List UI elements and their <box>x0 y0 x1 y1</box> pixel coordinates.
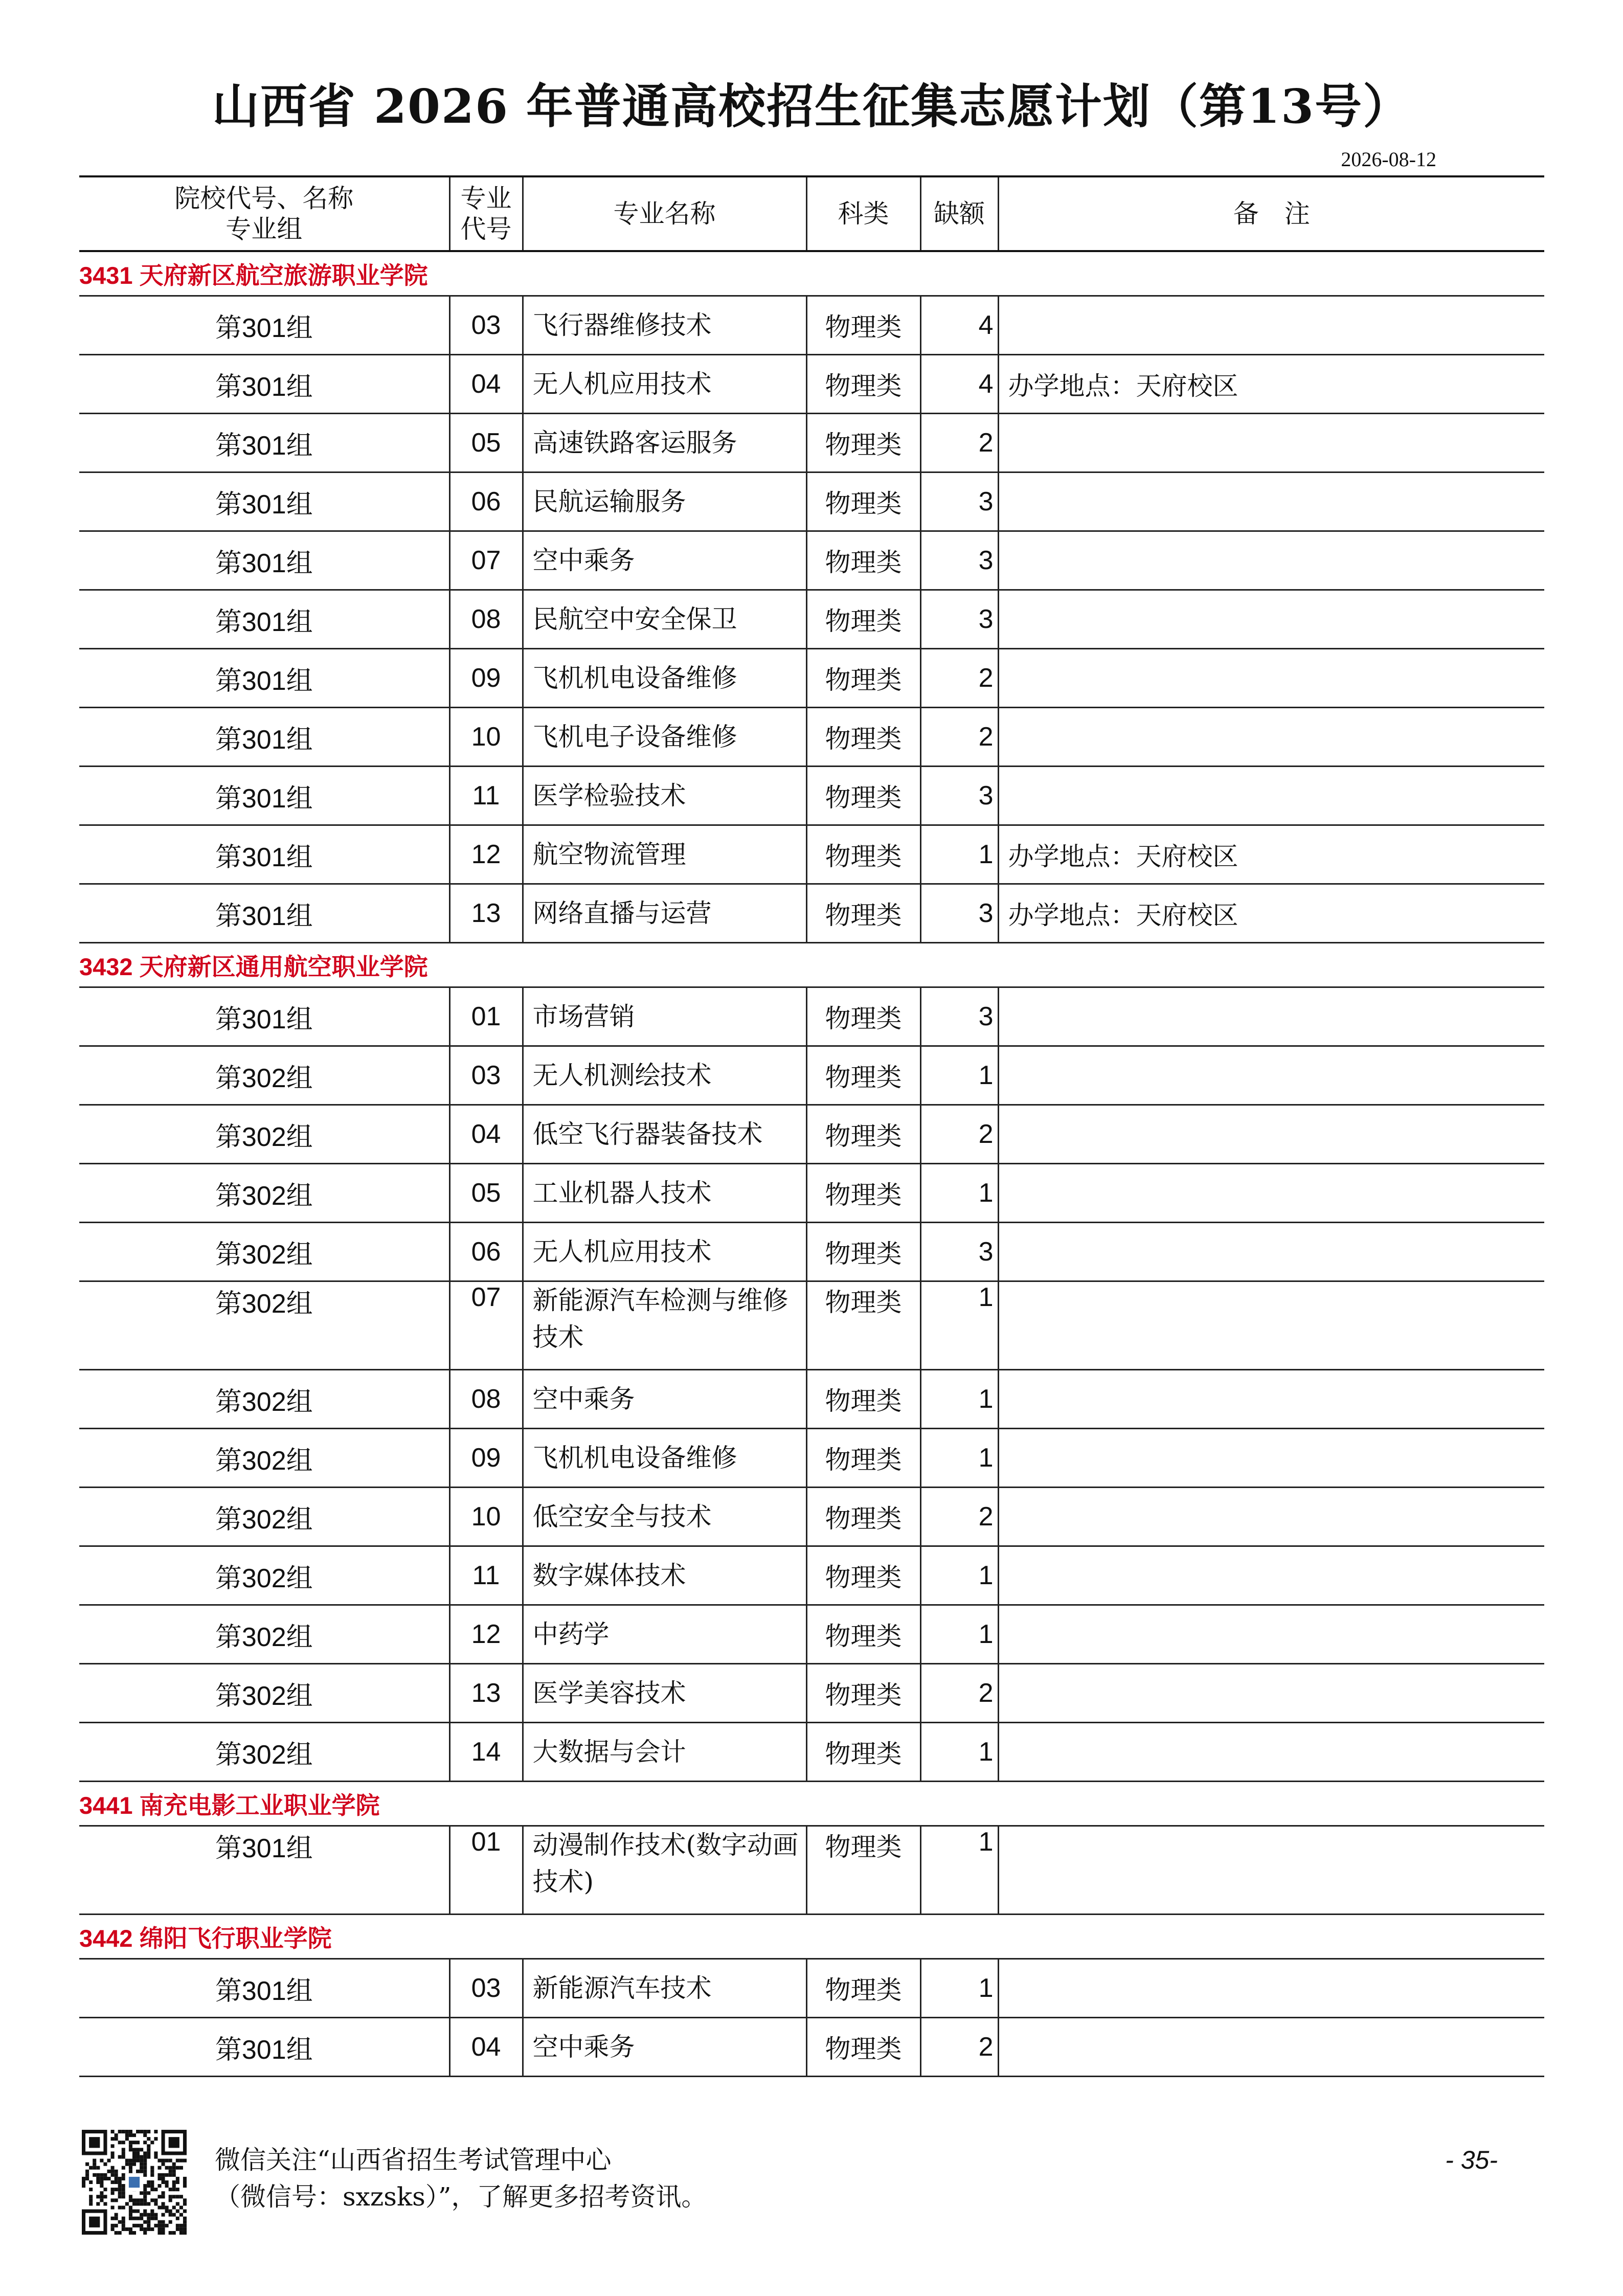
note-cell <box>998 1959 1544 2018</box>
major-name-cell: 空中乘务 <box>523 1370 806 1429</box>
header-note: 备 注 <box>998 176 1544 251</box>
group-cell: 第302组 <box>79 1046 449 1105</box>
table-row <box>79 767 1544 825</box>
major-code-cell: 04 <box>449 2018 523 2077</box>
category-cell: 物理类 <box>806 1546 920 1605</box>
footer-line1: 微信关注“山西省招生考试管理中心 <box>215 2145 612 2175</box>
major-code-cell: 09 <box>449 649 523 708</box>
major-code-cell: 10 <box>449 1488 523 1546</box>
category-cell: 物理类 <box>806 296 920 355</box>
major-code-cell: 11 <box>449 1546 523 1605</box>
note-cell <box>998 987 1544 1046</box>
table-row <box>79 1105 1544 1164</box>
group-cell: 第301组 <box>79 472 449 531</box>
table-row <box>79 1164 1544 1223</box>
major-code-cell: 04 <box>449 355 523 414</box>
major-code-cell: 01 <box>449 1826 523 1915</box>
header-group <box>79 176 449 251</box>
major-name-cell: 飞行器维修技术 <box>523 296 806 355</box>
note-cell <box>998 1281 1544 1370</box>
category-cell: 物理类 <box>806 2018 920 2077</box>
header-code <box>449 176 523 251</box>
major-name-cell: 无人机测绘技术 <box>523 1046 806 1105</box>
category-cell: 物理类 <box>806 1605 920 1664</box>
category-cell: 物理类 <box>806 1664 920 1723</box>
category-cell: 物理类 <box>806 1370 920 1429</box>
major-name-cell: 飞机电子设备维修 <box>523 708 806 767</box>
header-group-line1: 院校代号、名称 <box>174 184 354 213</box>
group-cell: 第302组 <box>79 1664 449 1723</box>
note-cell <box>998 1826 1544 1915</box>
table-row <box>79 1046 1544 1105</box>
category-cell: 物理类 <box>806 1164 920 1223</box>
major-name-cell: 低空安全与技术 <box>523 1488 806 1546</box>
header-group-line2: 专业组 <box>226 214 303 244</box>
major-name-cell: 低空飞行器装备技术 <box>523 1105 806 1164</box>
note-cell <box>998 1223 1544 1281</box>
major-code-cell: 10 <box>449 708 523 767</box>
school-row <box>79 943 1544 987</box>
group-cell: 第301组 <box>79 296 449 355</box>
major-code-cell: 03 <box>449 1046 523 1105</box>
vacancy-cell: 4 <box>920 355 998 414</box>
footer-note <box>215 2142 707 2215</box>
major-code-cell: 12 <box>449 1605 523 1664</box>
table-body <box>79 251 1544 2077</box>
table-row <box>79 296 1544 355</box>
major-code-cell: 13 <box>449 884 523 943</box>
group-cell: 第301组 <box>79 987 449 1046</box>
category-cell: 物理类 <box>806 1223 920 1281</box>
category-cell: 物理类 <box>806 825 920 884</box>
table-row <box>79 2018 1544 2077</box>
note-cell <box>998 531 1544 590</box>
major-name-cell: 大数据与会计 <box>523 1723 806 1782</box>
major-name-cell: 民航空中安全保卫 <box>523 590 806 649</box>
table-row <box>79 1223 1544 1281</box>
group-cell: 第301组 <box>79 355 449 414</box>
major-code-cell: 11 <box>449 767 523 825</box>
header-code-line1: 专业 <box>460 184 512 213</box>
major-name-cell: 数字媒体技术 <box>523 1546 806 1605</box>
note-cell <box>998 1370 1544 1429</box>
major-name-cell: 中药学 <box>523 1605 806 1664</box>
major-name-cell: 无人机应用技术 <box>523 1223 806 1281</box>
group-cell: 第301组 <box>79 1826 449 1915</box>
major-name-cell: 动漫制作技术(数字动画技术) <box>523 1826 806 1915</box>
group-cell: 第302组 <box>79 1605 449 1664</box>
major-name-cell: 医学美容技术 <box>523 1664 806 1723</box>
vacancy-cell: 1 <box>920 1370 998 1429</box>
major-code-cell: 13 <box>449 1664 523 1723</box>
table-row <box>79 472 1544 531</box>
major-name-cell: 医学检验技术 <box>523 767 806 825</box>
group-cell: 第302组 <box>79 1429 449 1488</box>
vacancy-cell: 1 <box>920 1429 998 1488</box>
group-cell: 第301组 <box>79 531 449 590</box>
category-cell: 物理类 <box>806 590 920 649</box>
publish-date: 2026-08-12 <box>1341 148 1436 171</box>
group-cell: 第302组 <box>79 1488 449 1546</box>
vacancy-cell: 1 <box>920 1826 998 1915</box>
major-name-cell: 飞机机电设备维修 <box>523 649 806 708</box>
category-cell: 物理类 <box>806 1046 920 1105</box>
note-cell <box>998 708 1544 767</box>
footer-line2: （微信号：sxzsks）”，了解更多招考资讯。 <box>215 2182 707 2212</box>
note-cell <box>998 1605 1544 1664</box>
table-row <box>79 649 1544 708</box>
note-cell: 办学地点：天府校区 <box>998 884 1544 943</box>
vacancy-cell: 1 <box>920 1164 998 1223</box>
table-row <box>79 1826 1544 1915</box>
table-row <box>79 1429 1544 1488</box>
table-row <box>79 1605 1544 1664</box>
vacancy-cell: 2 <box>920 1105 998 1164</box>
major-name-cell: 无人机应用技术 <box>523 355 806 414</box>
vacancy-cell: 3 <box>920 1223 998 1281</box>
major-code-cell: 06 <box>449 472 523 531</box>
group-cell: 第301组 <box>79 649 449 708</box>
group-cell: 第302组 <box>79 1370 449 1429</box>
group-cell: 第302组 <box>79 1105 449 1164</box>
table-row <box>79 590 1544 649</box>
major-code-cell: 08 <box>449 590 523 649</box>
table-row <box>79 708 1544 767</box>
group-cell: 第302组 <box>79 1223 449 1281</box>
group-cell: 第301组 <box>79 825 449 884</box>
header-type: 科类 <box>806 176 920 251</box>
table-row <box>79 1664 1544 1723</box>
category-cell: 物理类 <box>806 1281 920 1370</box>
note-cell <box>998 1105 1544 1164</box>
table-row <box>79 531 1544 590</box>
table-row <box>79 1723 1544 1782</box>
vacancy-cell: 3 <box>920 884 998 943</box>
table-header <box>79 176 1544 251</box>
table-row <box>79 1281 1544 1370</box>
note-cell <box>998 649 1544 708</box>
major-code-cell: 12 <box>449 825 523 884</box>
major-code-cell: 07 <box>449 531 523 590</box>
major-code-cell: 05 <box>449 1164 523 1223</box>
vacancy-cell: 4 <box>920 296 998 355</box>
vacancy-cell: 1 <box>920 1605 998 1664</box>
group-cell: 第301组 <box>79 414 449 472</box>
page-number: - 35- <box>1445 2146 1498 2174</box>
group-cell: 第302组 <box>79 1546 449 1605</box>
vacancy-cell: 2 <box>920 414 998 472</box>
category-cell: 物理类 <box>806 1105 920 1164</box>
note-cell <box>998 1164 1544 1223</box>
category-cell: 物理类 <box>806 1959 920 2018</box>
major-name-cell: 民航运输服务 <box>523 472 806 531</box>
school-row <box>79 1915 1544 1959</box>
note-cell <box>998 1046 1544 1105</box>
group-cell: 第301组 <box>79 767 449 825</box>
vacancy-cell: 1 <box>920 1723 998 1782</box>
category-cell: 物理类 <box>806 708 920 767</box>
page-title: 山西省 2026 年普通高校招生征集志愿计划（第13号） <box>212 79 1411 134</box>
category-cell: 物理类 <box>806 767 920 825</box>
vacancy-cell: 2 <box>920 649 998 708</box>
category-cell: 物理类 <box>806 884 920 943</box>
major-name-cell: 飞机机电设备维修 <box>523 1429 806 1488</box>
table-row <box>79 987 1544 1046</box>
school-name: 3432 天府新区通用航空职业学院 <box>79 943 1544 987</box>
vacancy-cell: 3 <box>920 472 998 531</box>
group-cell: 第302组 <box>79 1164 449 1223</box>
category-cell: 物理类 <box>806 649 920 708</box>
note-cell <box>998 414 1544 472</box>
table-row <box>79 1370 1544 1429</box>
major-code-cell: 14 <box>449 1723 523 1782</box>
group-cell: 第301组 <box>79 1959 449 2018</box>
group-cell: 第301组 <box>79 884 449 943</box>
table-row <box>79 1546 1544 1605</box>
vacancy-cell: 1 <box>920 1046 998 1105</box>
vacancy-cell: 2 <box>920 708 998 767</box>
category-cell: 物理类 <box>806 414 920 472</box>
qr-code-icon <box>82 2130 187 2235</box>
major-code-cell: 04 <box>449 1105 523 1164</box>
table-row <box>79 414 1544 472</box>
note-cell <box>998 296 1544 355</box>
major-code-cell: 06 <box>449 1223 523 1281</box>
school-name: 3441 南充电影工业职业学院 <box>79 1782 1544 1826</box>
note-cell <box>998 1488 1544 1546</box>
note-cell <box>998 1664 1544 1723</box>
group-cell: 第302组 <box>79 1723 449 1782</box>
table-row <box>79 1959 1544 2018</box>
vacancy-cell: 2 <box>920 1664 998 1723</box>
note-cell: 办学地点：天府校区 <box>998 825 1544 884</box>
note-cell <box>998 590 1544 649</box>
group-cell: 第301组 <box>79 708 449 767</box>
major-name-cell: 航空物流管理 <box>523 825 806 884</box>
note-cell: 办学地点：天府校区 <box>998 355 1544 414</box>
vacancy-cell: 1 <box>920 1281 998 1370</box>
header-vacancy: 缺额 <box>920 176 998 251</box>
vacancy-cell: 2 <box>920 2018 998 2077</box>
table-row <box>79 884 1544 943</box>
category-cell: 物理类 <box>806 1429 920 1488</box>
major-name-cell: 空中乘务 <box>523 531 806 590</box>
vacancy-cell: 3 <box>920 590 998 649</box>
major-code-cell: 03 <box>449 296 523 355</box>
category-cell: 物理类 <box>806 531 920 590</box>
vacancy-cell: 3 <box>920 767 998 825</box>
group-cell: 第302组 <box>79 1281 449 1370</box>
vacancy-cell: 3 <box>920 531 998 590</box>
group-cell: 第301组 <box>79 590 449 649</box>
major-name-cell: 高速铁路客运服务 <box>523 414 806 472</box>
major-name-cell: 网络直播与运营 <box>523 884 806 943</box>
note-cell <box>998 1429 1544 1488</box>
major-code-cell: 09 <box>449 1429 523 1488</box>
major-code-cell: 07 <box>449 1281 523 1370</box>
vacancy-cell: 1 <box>920 825 998 884</box>
group-cell: 第301组 <box>79 2018 449 2077</box>
note-cell <box>998 1723 1544 1782</box>
major-name-cell: 空中乘务 <box>523 2018 806 2077</box>
vacancy-cell: 3 <box>920 987 998 1046</box>
major-name-cell: 工业机器人技术 <box>523 1164 806 1223</box>
school-row <box>79 1782 1544 1826</box>
school-name: 3431 天府新区航空旅游职业学院 <box>79 251 1544 296</box>
category-cell: 物理类 <box>806 355 920 414</box>
school-name: 3442 绵阳飞行职业学院 <box>79 1915 1544 1959</box>
major-code-cell: 05 <box>449 414 523 472</box>
category-cell: 物理类 <box>806 1723 920 1782</box>
note-cell <box>998 1546 1544 1605</box>
major-code-cell: 08 <box>449 1370 523 1429</box>
school-row <box>79 251 1544 296</box>
category-cell: 物理类 <box>806 987 920 1046</box>
note-cell <box>998 472 1544 531</box>
major-code-cell: 01 <box>449 987 523 1046</box>
major-name-cell: 市场营销 <box>523 987 806 1046</box>
header-code-line2: 代号 <box>460 214 512 244</box>
category-cell: 物理类 <box>806 1488 920 1546</box>
note-cell <box>998 767 1544 825</box>
note-cell <box>998 2018 1544 2077</box>
category-cell: 物理类 <box>806 472 920 531</box>
table-row <box>79 355 1544 414</box>
table-row <box>79 1488 1544 1546</box>
table-row <box>79 825 1544 884</box>
vacancy-cell: 2 <box>920 1488 998 1546</box>
major-name-cell: 新能源汽车检测与维修技术 <box>523 1281 806 1370</box>
major-code-cell: 03 <box>449 1959 523 2018</box>
vacancy-cell: 1 <box>920 1959 998 2018</box>
vacancy-cell: 1 <box>920 1546 998 1605</box>
header-name: 专业名称 <box>523 176 806 251</box>
enrollment-plan-table <box>79 175 1544 2077</box>
category-cell: 物理类 <box>806 1826 920 1915</box>
major-name-cell: 新能源汽车技术 <box>523 1959 806 2018</box>
